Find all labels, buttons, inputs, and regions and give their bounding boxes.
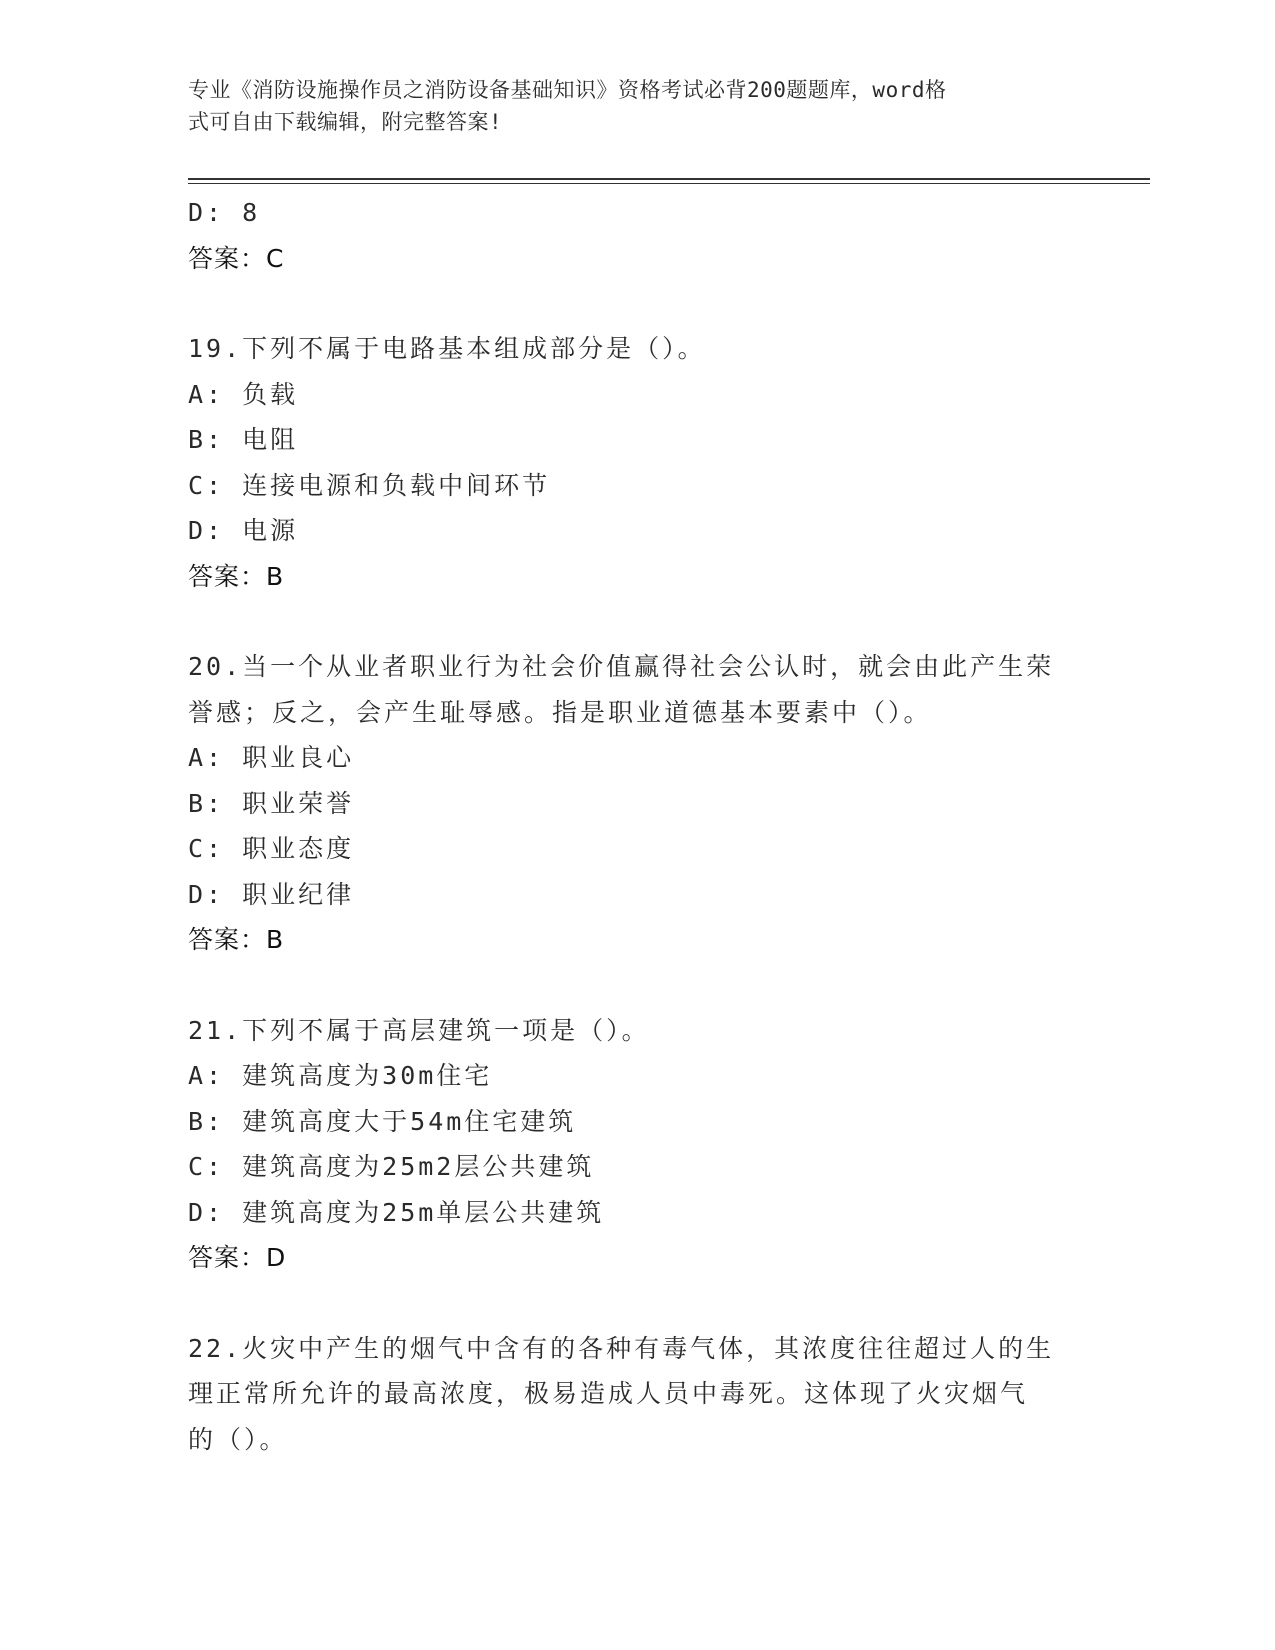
option-c: C: 连接电源和负载中间环节 (188, 470, 551, 500)
header-rule-thick (188, 178, 1150, 180)
spacer (188, 963, 1088, 1008)
question-22 (188, 1326, 1088, 1463)
question-19 (188, 326, 1088, 599)
question-21 (188, 1008, 1088, 1281)
header-line-2: 式可自由下载编辑，附完整答案! (188, 110, 503, 134)
option-a: A: 建筑高度为30m住宅 (188, 1061, 493, 1090)
header-rule-thin (188, 183, 1150, 184)
question-stem: 21.下列不属于高层建筑一项是（）。 (188, 1015, 650, 1045)
answer-line: 答案：C (188, 243, 285, 273)
spacer (188, 599, 1088, 644)
answer-line: 答案：B (188, 561, 285, 591)
option-d: D: 8 (188, 198, 261, 227)
question-stem: 19.下列不属于电路基本组成部分是（）。 (188, 334, 706, 363)
question-stem-line-1: 22.火灾中产生的烟气中含有的各种有毒气体，其浓度往往超过人的生 (188, 1333, 1055, 1363)
spacer (188, 281, 1088, 326)
question-18-tail (188, 190, 1088, 281)
option-d: D: 建筑高度为25m单层公共建筑 (188, 1197, 605, 1227)
question-stem-line-1: 20.当一个从业者职业行为社会价值赢得社会公认时，就会由此产生荣 (188, 652, 1055, 681)
question-stem-line-3: 的（）。 (188, 1424, 288, 1454)
spacer (188, 1281, 1088, 1326)
answer-line: 答案：B (188, 925, 285, 954)
header-line-1: 专业《消防设施操作员之消防设备基础知识》资格考试必背200题题库，word格 (188, 78, 947, 102)
option-a: A: 职业良心 (188, 743, 355, 772)
option-c: C: 建筑高度为25m2层公共建筑 (188, 1152, 595, 1181)
question-20 (188, 644, 1088, 963)
option-b: B: 电阻 (188, 425, 299, 454)
question-stem-line-2: 誉感；反之，会产生耻辱感。指是职业道德基本要素中（）。 (188, 697, 932, 727)
option-d: D: 职业纪律 (188, 879, 355, 909)
answer-line: 答案：D (188, 1243, 287, 1272)
option-a: A: 负载 (188, 379, 299, 409)
option-b: B: 建筑高度大于54m住宅建筑 (188, 1106, 577, 1136)
option-b: B: 职业荣誉 (188, 788, 355, 818)
document-header (188, 74, 1068, 138)
option-d: D: 电源 (188, 516, 299, 545)
option-c: C: 职业态度 (188, 834, 355, 863)
question-stem-line-2: 理正常所允许的最高浓度，极易造成人员中毒死。这体现了火灾烟气 (188, 1379, 1029, 1408)
question-list (188, 190, 1088, 1462)
